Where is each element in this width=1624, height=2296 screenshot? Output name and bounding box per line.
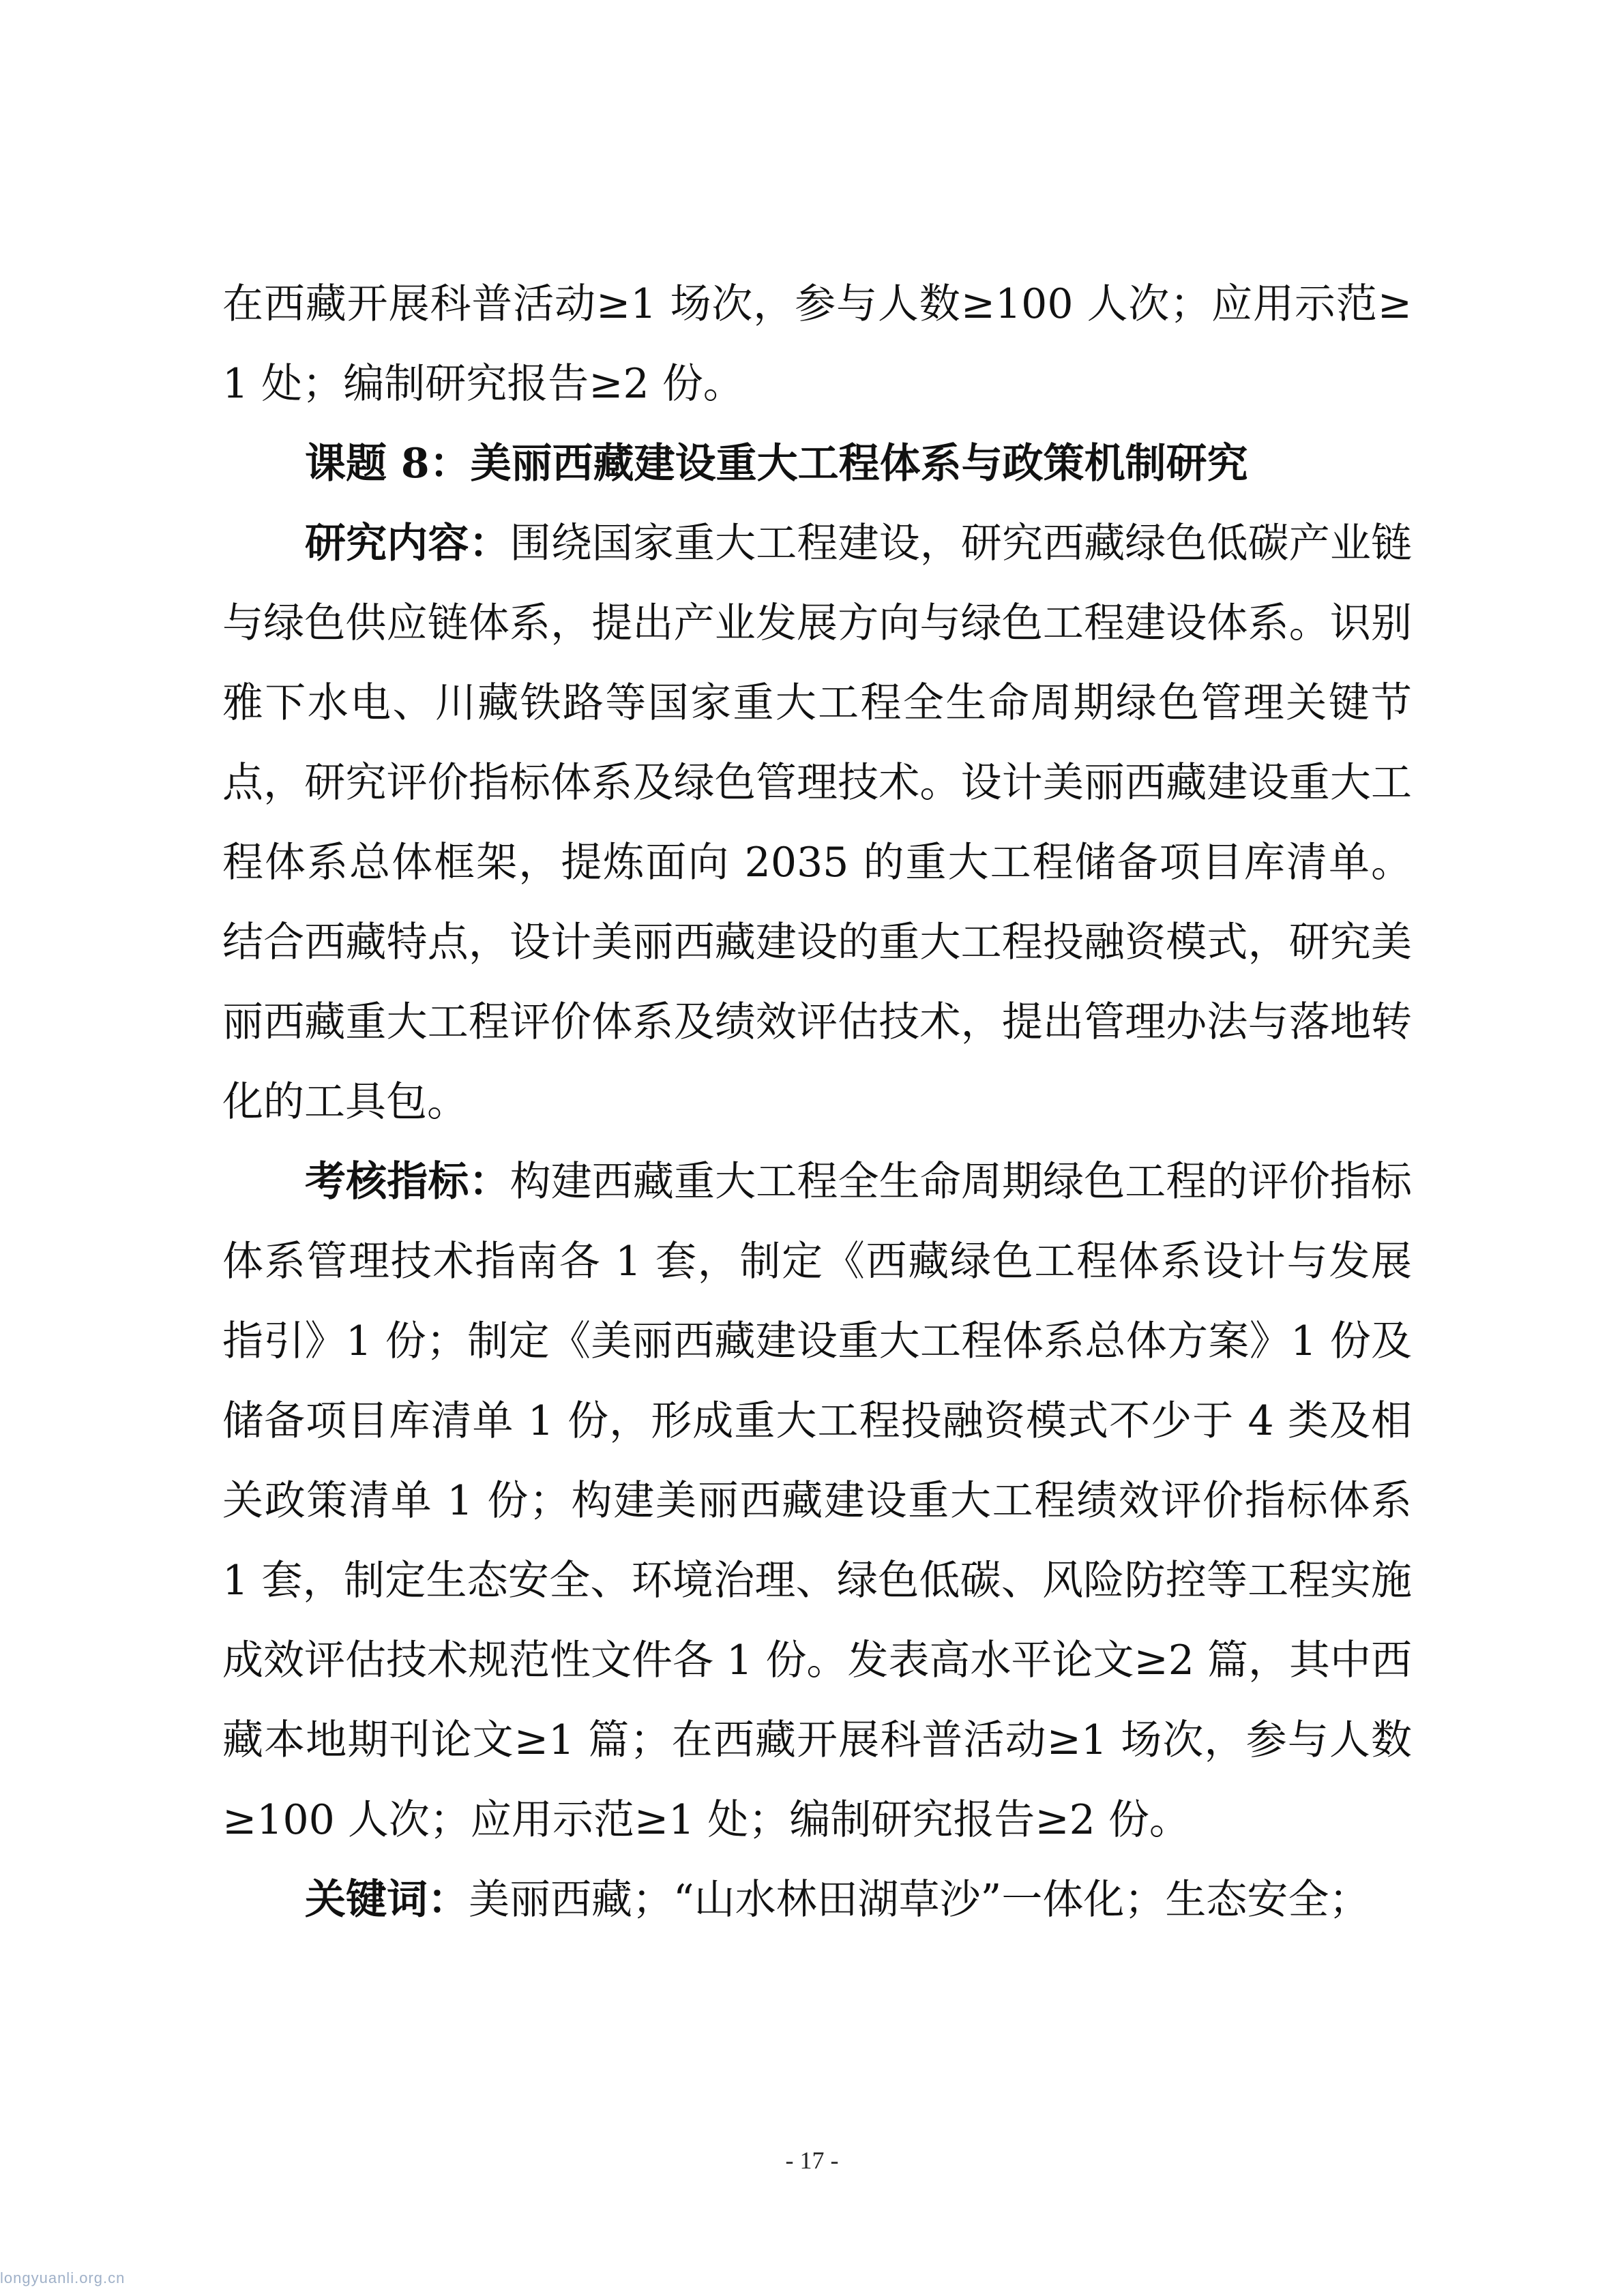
research-content-paragraph [222,504,1412,1142]
watermark-text: longyuanli.org.cn [0,2269,126,2286]
research-content-text: 围绕国家重大工程建设，研究西藏绿色低碳产业链与绿色供应链体系，提出产业发展方向与绿色工程建设体系。识别雅下水电、川藏铁路等国家重大工程全生命周期绿色管理关键节点，研究评价指标体系及绿色管理技术。设计美丽西藏建设重大工程体系总体框架，提炼面向 2035 的重大工程储备项目库清单。结合西藏特点，设计美丽西藏建设的重大工程投融资模式，研究美丽西藏重大工程评价体系及绩效评估技术，提出管理办法与落地转化的工具包。 [222,520,1412,1126]
keywords-text: 美丽西藏；“山水林田湖草沙”一体化；生态安全； [469,1876,1370,1924]
keywords-label: 关键词： [305,1876,469,1924]
assessment-paragraph [222,1142,1412,1860]
keywords-paragraph [222,1860,1412,1940]
research-content-label: 研究内容： [305,520,510,567]
page-body [222,265,1412,1940]
assessment-label: 考核指标： [305,1158,510,1206]
page-number: - 17 - [785,2147,839,2174]
topic-title: 课题 8：美丽西藏建设重大工程体系与政策机制研究 [305,440,1248,488]
assessment-text: 构建西藏重大工程全生命周期绿色工程的评价指标体系管理技术指南各 1 套，制定《西藏绿色工程体系设计与发展指引》1 份；制定《美丽西藏建设重大工程体系总体方案》1 份及储备项目库清单 1 份，形成重大工程投融资模式不少于 4 类及相关政策清单 1 份；构建美丽西藏建设重大工程绩效评价指标体系 1 套，制定生态安全、环境治理、绿色低碳、风险防控等工程实施成效评估技术规范性文件各 1 份。发表高水平论文≥2 篇，其中西藏本地期刊论文≥1 篇；在西藏开展科普活动≥1 场次，参与人数≥100 人次；应用示范≥1 处；编制研究报告≥2 份。 [222,1158,1412,1844]
paragraph-continuation: 在西藏开展科普活动≥1 场次，参与人数≥100 人次；应用示范≥1 处；编制研究报告≥2 份。 [222,280,1412,408]
